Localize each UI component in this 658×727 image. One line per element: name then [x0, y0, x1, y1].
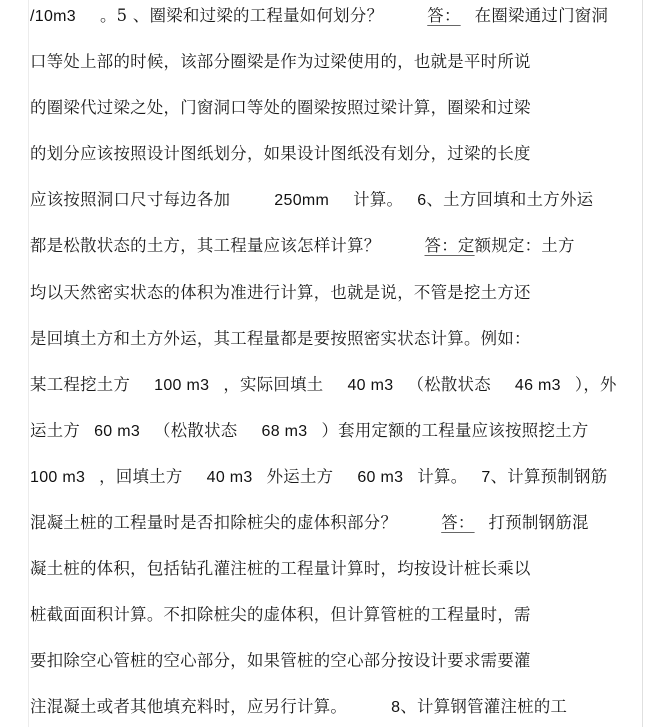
measurement-value: 100 m3	[154, 377, 210, 394]
question-6: 、土方回填和土方外运	[426, 190, 594, 209]
measurement-value: 60 m3	[357, 469, 404, 486]
text-segment: ，回填土方	[99, 467, 183, 486]
answer-text: 打预制钢筋混	[488, 513, 589, 532]
text-segment: ），外	[574, 375, 617, 394]
text-line-6	[30, 236, 575, 256]
text-segment: 某工程挖土方	[30, 375, 131, 394]
unit-text: /10m3	[30, 8, 76, 25]
text-line-14: 桩截面面积计算。不扣除桩尖的虚体积，但计算管桩的工程量时，需	[30, 605, 531, 624]
measurement-value: 60 m3	[94, 423, 141, 440]
question-8: 、计算钢管灌注桩的工	[400, 697, 568, 716]
text-segment: 计算。	[353, 190, 404, 209]
answer-label: 答：	[427, 6, 461, 25]
text-segment: 注混凝土或者其他填充料时，应另行计算。	[30, 697, 348, 716]
text-segment: ）套用定额的工程量应该按照挖土方	[321, 421, 589, 440]
measurement-value: 250mm	[274, 192, 330, 209]
question-6-cont: 都是松散状态的土方，其工程量应该怎样计算？	[30, 236, 381, 255]
text-line-2: 口等处上部的时候，该部分圈梁是作为过梁使用的，也就是平时所说	[30, 52, 531, 71]
measurement-value: 68 m3	[261, 423, 308, 440]
question-7: 、计算预制钢筋	[490, 467, 608, 486]
text-segment: 应该按照洞口尺寸每边各加	[30, 190, 231, 209]
text-line-7: 均以天然密实状态的体积为准进行计算，也就是说，不管是挖土方还	[30, 283, 531, 302]
answer-text: 在圈梁通过门窗洞	[474, 6, 609, 25]
measurement-value: 46 m3	[514, 377, 561, 394]
question-number: 7	[481, 469, 491, 486]
text-line-11	[30, 467, 607, 487]
question-5: 。5 、圈梁和过梁的工程量如何划分？	[99, 6, 384, 25]
measurement-value: 40 m3	[347, 377, 394, 394]
text-line-8: 是回填土方和土方外运，其工程量都是要按照密实状态计算。例如：	[30, 329, 531, 348]
question-7-cont: 混凝土桩的工程量时是否扣除桩尖的虚体积部分？	[30, 513, 398, 532]
answer-label: 答：定	[424, 236, 475, 255]
text-line-4: 的划分应该按照设计图纸划分，如果设计图纸没有划分，过梁的长度	[30, 144, 531, 163]
text-line-13: 凝土桩的体积，包括钻孔灌注桩的工程量计算时，均按设计桩长乘以	[30, 559, 531, 578]
text-line-16	[30, 697, 567, 717]
measurement-value: 40 m3	[206, 469, 253, 486]
text-line-10	[30, 421, 589, 441]
text-segment: 计算。	[417, 467, 468, 486]
text-line-5	[30, 190, 593, 210]
question-number: 6	[417, 192, 427, 209]
text-segment: ，实际回填土	[223, 375, 324, 394]
text-segment: 外运土方	[266, 467, 334, 486]
text-line-1	[30, 6, 608, 26]
text-line-12	[30, 513, 589, 533]
text-segment: （松散状态	[407, 375, 491, 394]
answer-text: 额规定：土方	[474, 236, 575, 255]
question-number: 8	[391, 699, 401, 716]
text-segment: 运土方	[30, 421, 81, 440]
text-segment: （松散状态	[154, 421, 238, 440]
text-line-9	[30, 375, 617, 395]
text-line-15: 要扣除空心管桩的空心部分，如果管桩的空心部分按设计要求需要灌	[30, 651, 531, 670]
measurement-value: 100 m3	[30, 469, 86, 486]
answer-label: 答：	[441, 513, 475, 532]
text-line-3: 的圈梁代过梁之处，门窗洞口等处的圈梁按照过梁计算，圈梁和过梁	[30, 98, 531, 117]
